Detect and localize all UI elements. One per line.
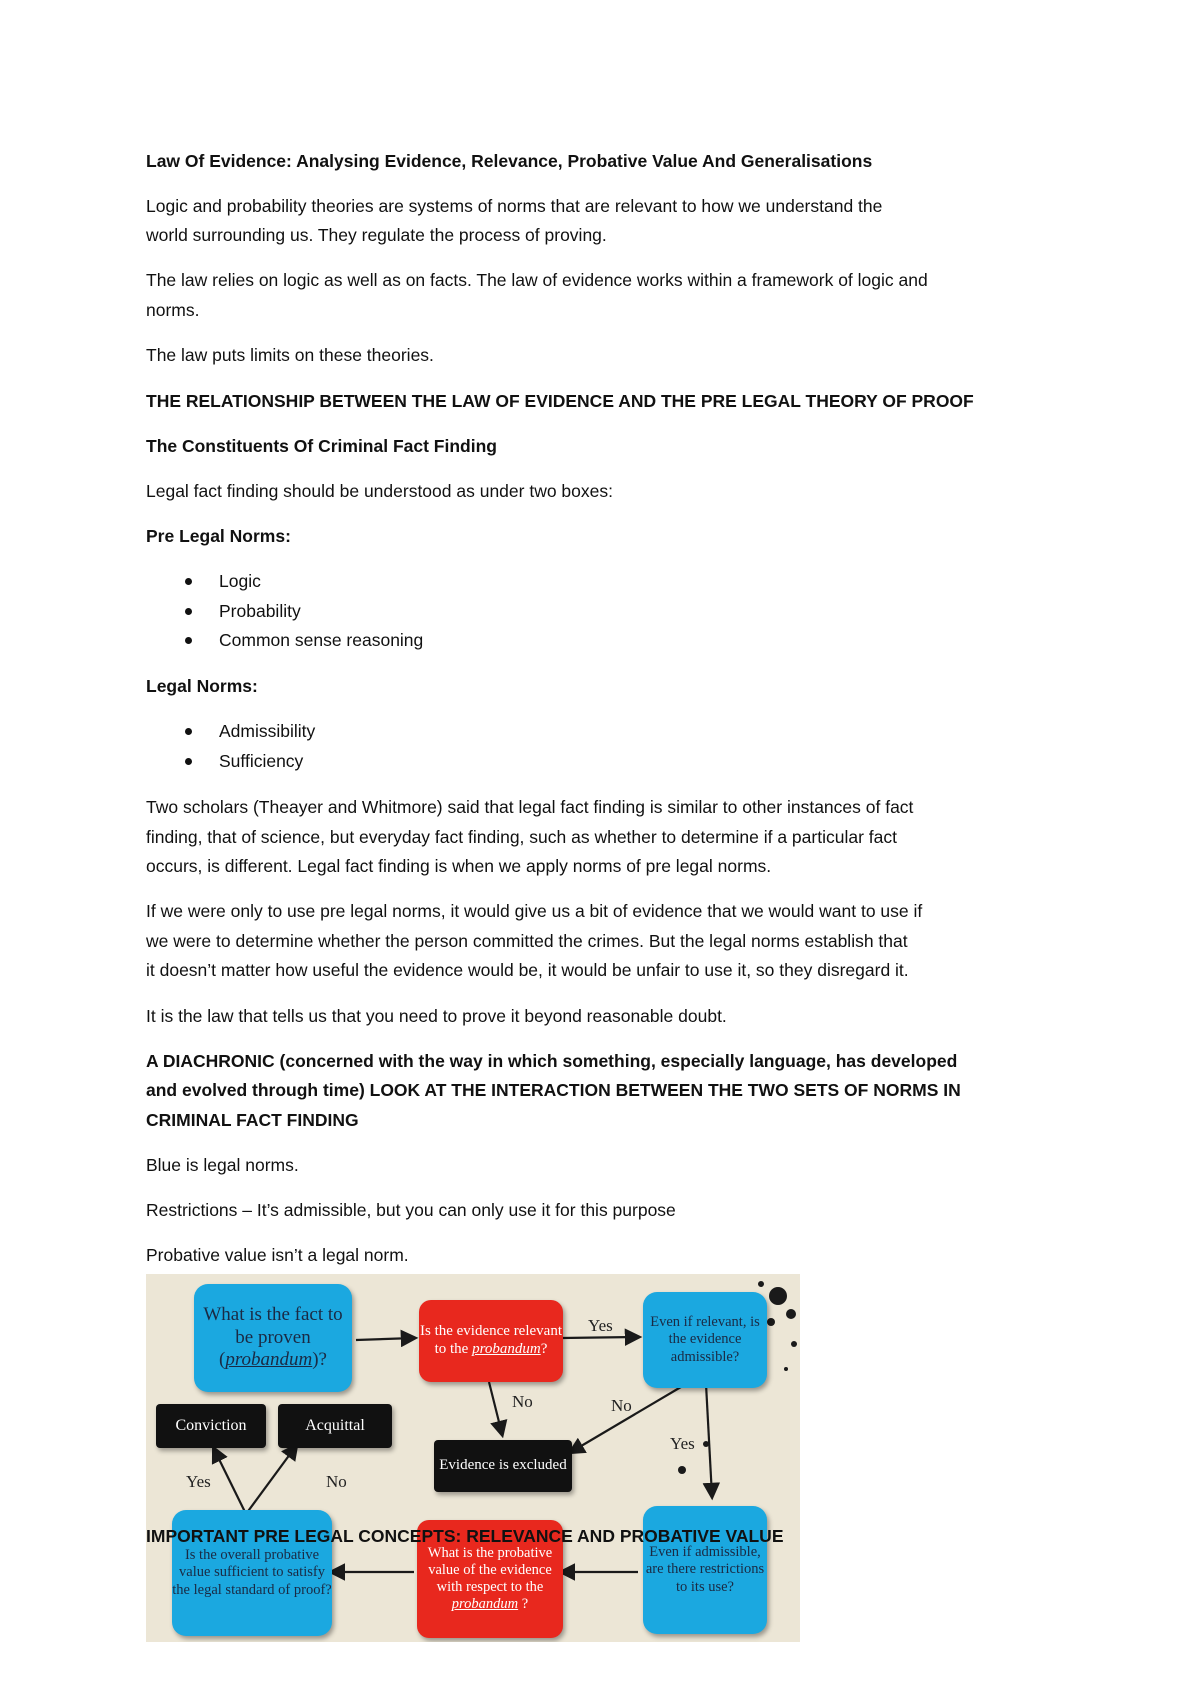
conviction-box: Conviction bbox=[156, 1404, 266, 1448]
arrow-relevant-to-excluded bbox=[489, 1382, 502, 1434]
paragraph-line: finding, that of science, but everyday fact finding, such as whether to determine if a particular fact bbox=[146, 827, 897, 847]
fact-to-be-proven-box: What is the fact to be proven (probandum)? bbox=[194, 1284, 352, 1392]
is-admissible-box: Even if relevant, is the evidence admissible? bbox=[643, 1292, 767, 1388]
list-item: Logic bbox=[146, 567, 423, 597]
paragraph-line: Logic and probability theories are systems of norms that are relevant to how we understand the bbox=[146, 196, 883, 216]
sufficient-proof-box: Is the overall probative value sufficient to satisfy the legal standard of proof? bbox=[172, 1510, 332, 1636]
prelegal-norms-list bbox=[146, 567, 423, 656]
paragraph-line: If we were only to use pre legal norms, it would give us a bit of evidence that we would want to use if bbox=[146, 901, 923, 921]
no-label: No bbox=[611, 1396, 632, 1415]
list-item: Admissibility bbox=[146, 717, 315, 747]
paragraph: Probative value isn’t a legal norm. bbox=[146, 1245, 409, 1265]
list-item: Common sense reasoning bbox=[146, 626, 423, 656]
arrow-fact-to-relevant bbox=[356, 1338, 414, 1340]
no-label: No bbox=[326, 1472, 347, 1491]
probative-value-box: What is the probative value of the evidence with respect to the probandum ? bbox=[417, 1520, 563, 1638]
restrictions-box: Even if admissible, are there restrictions to its use? bbox=[643, 1506, 767, 1634]
flowchart-image bbox=[146, 1274, 800, 1642]
section-heading-line: and evolved through time) LOOK AT THE INTERACTION BETWEEN THE TWO SETS OF NORMS IN bbox=[146, 1080, 961, 1100]
legal-norms-list bbox=[146, 717, 315, 776]
bullet-icon bbox=[185, 728, 192, 735]
subsection-heading: The Constituents Of Criminal Fact Finding bbox=[146, 436, 497, 456]
paragraph-line: we were to determine whether the person committed the crimes. But the legal norms establish that bbox=[146, 931, 908, 951]
is-relevant-box: Is the evidence relevant to the probandum? bbox=[419, 1300, 563, 1382]
bullet-icon bbox=[185, 637, 192, 644]
paragraph: Blue is legal norms. bbox=[146, 1155, 299, 1175]
bullet-icon bbox=[185, 758, 192, 765]
arrow-relevant-to-admissible bbox=[562, 1337, 638, 1338]
acquittal-box: Acquittal bbox=[278, 1404, 392, 1448]
paragraph-line: it doesn’t matter how useful the evidence would be, it would be unfair to use it, so they disregard it. bbox=[146, 960, 909, 980]
yes-label: Yes bbox=[670, 1434, 695, 1453]
overlapping-section-heading: IMPORTANT PRE LEGAL CONCEPTS: RELEVANCE AND PROBATIVE VALUE bbox=[146, 1526, 784, 1546]
list-heading: Legal Norms: bbox=[146, 676, 258, 696]
list-item: Probability bbox=[146, 597, 423, 627]
section-heading: THE RELATIONSHIP BETWEEN THE LAW OF EVIDENCE AND THE PRE LEGAL THEORY OF PROOF bbox=[146, 391, 974, 411]
evidence-excluded-box: Evidence is excluded bbox=[434, 1440, 572, 1492]
bullet-icon bbox=[185, 578, 192, 585]
paragraph: Restrictions – It’s admissible, but you can only use it for this purpose bbox=[146, 1200, 676, 1220]
no-label: No bbox=[512, 1392, 533, 1411]
paragraph-line: world surrounding us. They regulate the process of proving. bbox=[146, 225, 607, 245]
paragraph-line: occurs, is different. Legal fact finding is when we apply norms of pre legal norms. bbox=[146, 856, 772, 876]
paragraph-line: norms. bbox=[146, 300, 200, 320]
section-heading-line: CRIMINAL FACT FINDING bbox=[146, 1110, 359, 1130]
document-title: Law Of Evidence: Analysing Evidence, Relevance, Probative Value And Generalisations bbox=[146, 151, 873, 171]
arrow-admissible-to-restrictions bbox=[706, 1384, 712, 1496]
yes-label: Yes bbox=[186, 1472, 211, 1491]
list-item: Sufficiency bbox=[146, 747, 315, 777]
paragraph-line: Two scholars (Theayer and Whitmore) said that legal fact finding is similar to other instances of fact bbox=[146, 797, 914, 817]
section-heading-line: A DIACHRONIC (concerned with the way in which something, especially language, has developed bbox=[146, 1051, 958, 1071]
list-heading: Pre Legal Norms: bbox=[146, 526, 291, 546]
arrow-sufficient-to-conviction bbox=[214, 1449, 246, 1514]
paragraph-line: The law relies on logic as well as on facts. The law of evidence works within a framework of logic and bbox=[146, 270, 928, 290]
paragraph: It is the law that tells us that you need to prove it beyond reasonable doubt. bbox=[146, 1006, 727, 1026]
yes-label: Yes bbox=[588, 1316, 613, 1335]
bullet-icon bbox=[185, 608, 192, 615]
arrow-admissible-to-excluded bbox=[571, 1384, 686, 1452]
paragraph: Legal fact finding should be understood as under two boxes: bbox=[146, 481, 613, 501]
arrow-sufficient-to-acquittal bbox=[246, 1446, 296, 1514]
paragraph: The law puts limits on these theories. bbox=[146, 345, 434, 365]
